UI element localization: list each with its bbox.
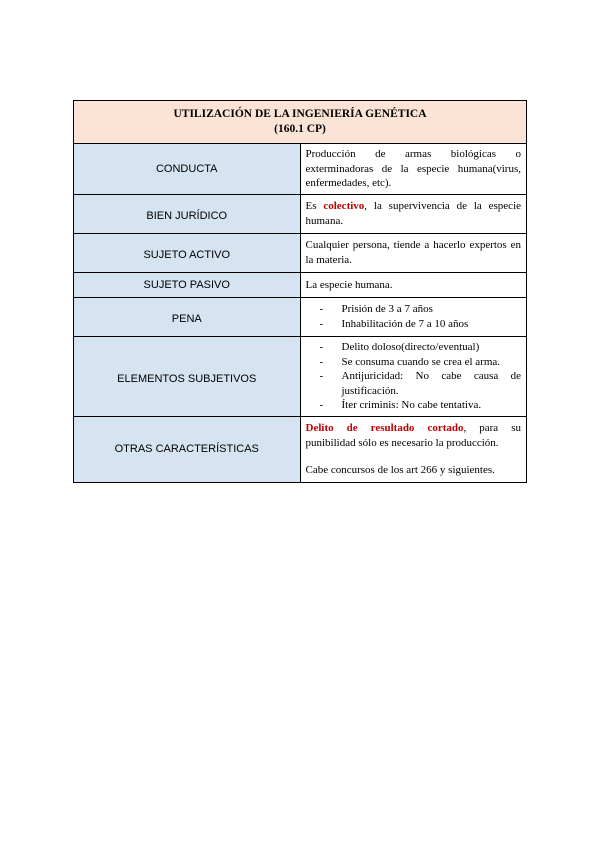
row-value-sujeto-activo: Cualquier persona, tiende a hacerlo expertos en la materia.	[300, 234, 527, 273]
list-item: - Inhabilitación de 7 a 10 años	[320, 317, 522, 332]
row-label-elementos-subjetivos: ELEMENTOS SUBJETIVOS	[74, 337, 301, 417]
title-line-2: (160.1 CP)	[274, 123, 326, 135]
table-row	[74, 273, 527, 298]
list-item: - Delito doloso(directo/eventual)	[320, 340, 522, 355]
characteristics-table	[73, 100, 527, 483]
row-value-sujeto-pasivo: La especie humana.	[300, 273, 527, 298]
row-label-sujeto-activo: SUJETO ACTIVO	[74, 234, 301, 273]
table-title-row	[74, 101, 527, 144]
otras-highlight: Delito de resultado cortado	[305, 422, 464, 435]
list-item: - Antijuricidad: No cabe causa de justificación.	[320, 369, 522, 398]
table-row	[74, 195, 527, 234]
row-value-elementos-subjetivos	[300, 337, 527, 417]
row-label-conducta: CONDUCTA	[74, 144, 301, 195]
row-label-sujeto-pasivo: SUJETO PASIVO	[74, 273, 301, 298]
list-item: - Íter criminis: No cabe tentativa.	[320, 398, 522, 413]
table-row	[74, 298, 527, 337]
bien-juridico-pre: Es	[305, 200, 324, 213]
row-label-bien-juridico: BIEN JURÍDICO	[74, 195, 301, 234]
bien-juridico-post: , la supervivencia de la especie humana.	[305, 200, 522, 227]
pena-list	[306, 302, 522, 331]
otras-paragraph-2: Cabe concursos de los art 266 y siguientes.	[305, 464, 495, 477]
table-row	[74, 417, 527, 483]
row-label-otras: OTRAS CARACTERÍSTICAS	[74, 417, 301, 483]
otras-text: , para su punibilidad sólo es necesario la producción.	[305, 422, 521, 449]
table-row	[74, 337, 527, 417]
row-value-otras	[300, 417, 527, 483]
list-item: - Prisión de 3 a 7 años	[320, 302, 522, 317]
otras-paragraph-1	[306, 421, 522, 450]
row-value-bien-juridico	[300, 195, 527, 234]
table-title	[74, 101, 527, 144]
list-item: - Se consuma cuando se crea el arma.	[320, 355, 522, 370]
bien-juridico-highlight: colectivo	[323, 200, 365, 213]
table-row	[74, 234, 527, 273]
elementos-list	[306, 340, 522, 413]
row-value-conducta: Producción de armas biológicas o exterminadoras de la especie humana(virus, enfermedades, etc).	[300, 144, 527, 195]
table-row	[74, 144, 527, 195]
row-label-pena: PENA	[74, 298, 301, 337]
title-line-1: UTILIZACIÓN DE LA INGENIERÍA GENÉTICA	[173, 107, 427, 120]
row-value-pena	[300, 298, 527, 337]
